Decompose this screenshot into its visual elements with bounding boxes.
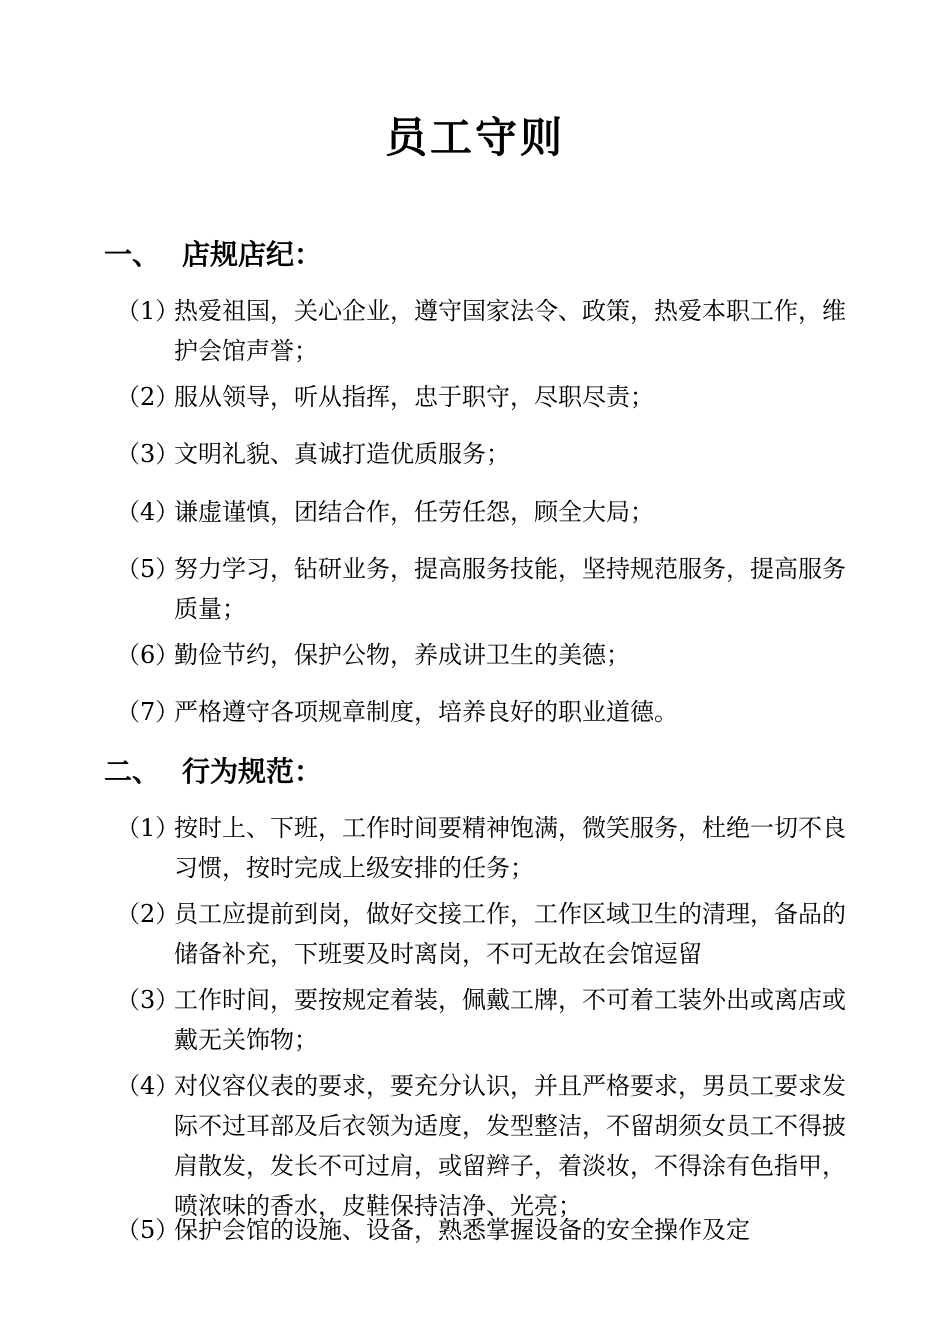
item-text: 工作时间，要按规定着装，佩戴工牌，不可着工装外出或离店或戴无关饰物； <box>174 986 846 1054</box>
item-text: 谦虚谨慎，团结合作，任劳任怨，顾全大局； <box>174 498 654 526</box>
item-index: （6） <box>116 641 180 669</box>
item-index: （3） <box>116 986 180 1014</box>
section-number: 二、 <box>104 755 161 788</box>
item-index: （4） <box>116 498 180 526</box>
list-item <box>116 434 846 474</box>
item-text: 对仪容仪表的要求，要充分认识，并且严格要求，男员工要求发际不过耳部及后衣领为适度，发型整洁，不留胡须女员工不得披肩散发，发长不可过肩，或留辫子，着淡妆，不得涂有色指甲，喷浓味的香水，皮鞋保持洁净、光亮； <box>174 1072 846 1220</box>
list-item <box>116 549 846 629</box>
list-item <box>116 492 846 532</box>
item-index: （3） <box>116 440 180 468</box>
item-text: 服从领导，听从指挥，忠于职守，尽职尽责； <box>174 383 654 411</box>
item-text: 严格遵守各项规章制度，培养良好的职业道德。 <box>174 698 678 726</box>
list-item <box>116 635 846 675</box>
item-text: 勤俭节约，保护公物，养成讲卫生的美德； <box>174 641 630 669</box>
item-index: （7） <box>116 698 180 726</box>
item-text: 努力学习，钻研业务，提高服务技能，坚持规范服务，提高服务质量； <box>174 555 846 623</box>
item-index: （1） <box>116 297 180 325</box>
item-index: （5） <box>116 1216 180 1244</box>
list-item <box>116 291 846 371</box>
item-index: （5） <box>116 555 180 583</box>
list-item <box>116 1210 846 1250</box>
page-title: 员工守则 <box>384 113 565 162</box>
item-index: （4） <box>116 1072 180 1100</box>
section-heading-2 <box>104 754 322 790</box>
section-title: 店规店纪： <box>182 238 323 271</box>
list-item <box>116 1066 846 1226</box>
section-title: 行为规范： <box>182 755 323 788</box>
item-text: 保护会馆的设施、设备，熟悉掌握设备的安全操作及定 <box>174 1216 750 1244</box>
list-item <box>116 808 846 888</box>
item-index: （1） <box>116 814 180 842</box>
item-index: （2） <box>116 900 180 928</box>
item-text: 文明礼貌、真诚打造优质服务； <box>174 440 510 468</box>
list-item <box>116 377 846 417</box>
item-text: 按时上、下班，工作时间要精神饱满，微笑服务，杜绝一切不良习惯，按时完成上级安排的任务； <box>174 814 846 882</box>
list-item <box>116 692 846 732</box>
item-index: （2） <box>116 383 180 411</box>
item-text: 热爱祖国，关心企业，遵守国家法令、政策，热爱本职工作，维护会馆声誉； <box>174 297 846 365</box>
section-heading-1 <box>104 237 322 273</box>
list-item <box>116 980 846 1060</box>
item-text: 员工应提前到岗，做好交接工作，工作区域卫生的清理，备品的储备补充，下班要及时离岗，不可无故在会馆逗留 <box>174 900 846 968</box>
section-number: 一、 <box>104 238 161 271</box>
list-item <box>116 894 846 974</box>
